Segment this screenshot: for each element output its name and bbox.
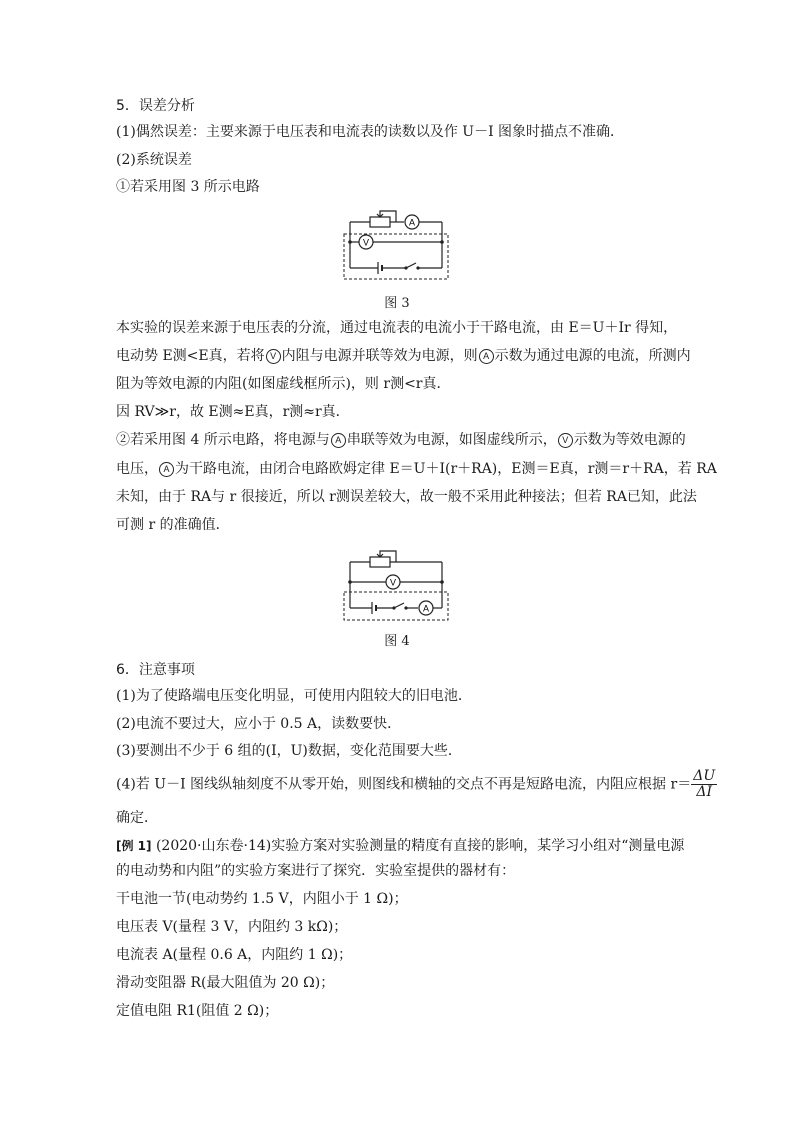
example-line-1 [116, 836, 684, 856]
analysis-line-2-part-c: 示数为通过电源的电流，所测内 [494, 348, 691, 364]
case-2-line-3: 未知，由于 RA与 r 很接近，所以 r测误差较大，故一般不采用此种接法；但若 RA已知，此法 [116, 489, 697, 505]
figure-3-caption: 图 3 [384, 296, 410, 311]
analysis-line-3: 阻为等效电源的内阻(如图虚线框所示)，则 r测<r真． [116, 376, 451, 392]
equipment-item: 电流表 A(量程 0.6 A，内阻约 1 Ω)； [116, 947, 353, 963]
note-4-end: 确定． [116, 810, 158, 826]
example-line-1-text: (2020·山东卷·14)实验方案对实验测量的精度有直接的影响，某学习小组对“测量电源 [155, 838, 685, 854]
case-2-line-1-part-c: 示数为等效电源的 [573, 432, 686, 448]
note-3: (3)要测出不少于 6 组的(I，U)数据，变化范围要大些． [116, 743, 462, 759]
equipment-item: 滑动变阻器 R(最大阻值为 20 Ω)； [116, 975, 335, 991]
analysis-line-2 [116, 346, 691, 366]
case-2-line-4: 可测 r 的准确值． [116, 517, 230, 533]
figure-4-caption: 图 4 [384, 634, 410, 649]
delta-fraction [691, 769, 717, 800]
case-2-line-1 [116, 430, 686, 450]
case-2-line-2 [116, 459, 717, 479]
random-error-paragraph: (1)偶然误差：主要来源于电压表和电流表的读数以及作 U－I 图象时描点不准确． [116, 124, 625, 140]
ammeter-symbol-icon: A [159, 462, 174, 477]
note-4 [116, 769, 717, 800]
case-2-line-2-part-a: 电压， [116, 461, 158, 477]
systematic-error-heading: (2)系统误差 [116, 152, 192, 168]
ammeter-symbol-icon: A [479, 349, 494, 364]
note-1: (1)为了使路端电压变化明显，可使用内阻较大的旧电池． [116, 688, 472, 704]
analysis-line-2-part-b: 内阻与电源并联等效为电源，则 [281, 348, 478, 364]
voltmeter-symbol-icon: V [266, 349, 281, 364]
fraction-denominator: ΔI [696, 784, 712, 800]
example-line-2: 的电动势和内阻”的实验方案进行了探究．实验室提供的器材有： [116, 863, 516, 879]
section-5-title: 5．误差分析 [116, 98, 195, 114]
figure-3-circuit [340, 204, 452, 284]
case-2-line-1-part-a: ②若采用图 4 所示电路，将电源与 [116, 432, 330, 448]
fraction-numerator: ΔU [693, 768, 716, 784]
analysis-line-4: 因 RV≫r，故 E测≈E真，r测≈r真． [116, 404, 350, 420]
equipment-item: 定值电阻 R1(阻值 2 Ω)； [116, 1003, 279, 1019]
analysis-line-1: 本实验的误差来源于电压表的分流，通过电流表的电流小于干路电流，由 E＝U＋Ir 得知， [116, 320, 678, 336]
fig4-voltmeter-label: V [389, 577, 397, 588]
analysis-line-2-part-a: 电动势 E测<E真，若将 [116, 348, 265, 364]
note-2: (2)电流不要过大，应小于 0.5 A，读数要快． [116, 716, 402, 732]
equipment-item: 干电池一节(电动势约 1.5 V，内阻小于 1 Ω)； [116, 891, 408, 907]
ammeter-symbol-icon: A [331, 433, 346, 448]
fig3-ammeter-label: A [408, 217, 416, 228]
example-tag: [例 1] [116, 839, 152, 853]
figure-4-circuit [340, 544, 452, 626]
case-2-line-1-part-b: 串联等效为电源，如图虚线所示， [346, 432, 557, 448]
fig3-voltmeter-label: V [362, 237, 370, 248]
case-2-line-2-part-b: 为干路电流，由闭合电路欧姆定律 E＝U＋I(r＋RA)，E测＝E真，r测＝r＋RA，若 RA [175, 461, 717, 477]
note-4-text: (4)若 U－I 图线纵轴刻度不从零开始，则图线和横轴的交点不再是短路电流，内阻应根据 r＝ [116, 776, 692, 793]
voltmeter-symbol-icon: V [558, 433, 573, 448]
fig4-ammeter-label: A [422, 603, 430, 614]
section-6-title: 6．注意事项 [116, 662, 195, 678]
case-1-intro: ①若采用图 3 所示电路 [116, 179, 260, 195]
equipment-item: 电压表 V(量程 3 V，内阻约 3 kΩ)； [116, 919, 348, 935]
